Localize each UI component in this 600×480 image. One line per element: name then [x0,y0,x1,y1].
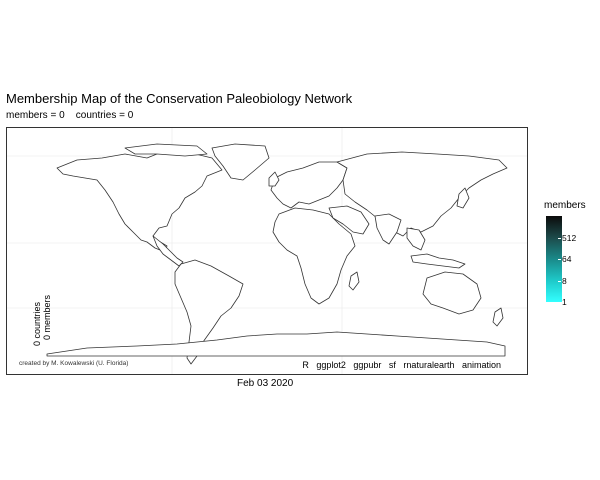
indonesia [411,254,465,268]
map-panel [6,127,528,375]
landmasses [47,144,507,364]
legend-ticks [562,216,592,307]
legend-tick: 8 [562,276,567,286]
legend-title: members [544,200,586,211]
central-america [153,236,183,266]
legend-tick: 1 [562,297,567,307]
europe [271,162,347,208]
antarctica [47,332,505,356]
map-subtitle [6,110,133,121]
north-america [57,150,222,252]
members-count: members = 0 [6,110,65,121]
legend-tick: 64 [562,254,572,264]
credit-text: created by M. Kowalewski (U. Florida) [19,360,129,367]
countries-count: countries = 0 [75,110,134,121]
india [375,214,401,244]
tools-text: R ggplot2 ggpubr sf rnaturalearth animation [302,360,501,370]
madagascar [349,272,359,290]
map-title: Membership Map of the Conservation Paleobiology Network [6,91,353,106]
countries-vertical-label: 0 countries [32,301,42,346]
members-vertical-label: 0 members [42,294,52,340]
date-label: Feb 03 2020 [237,378,294,389]
greenland [212,144,269,180]
arctic-islands [125,144,207,156]
world-map [7,128,527,374]
legend-tick: 512 [562,233,577,243]
new-zealand [493,308,503,326]
